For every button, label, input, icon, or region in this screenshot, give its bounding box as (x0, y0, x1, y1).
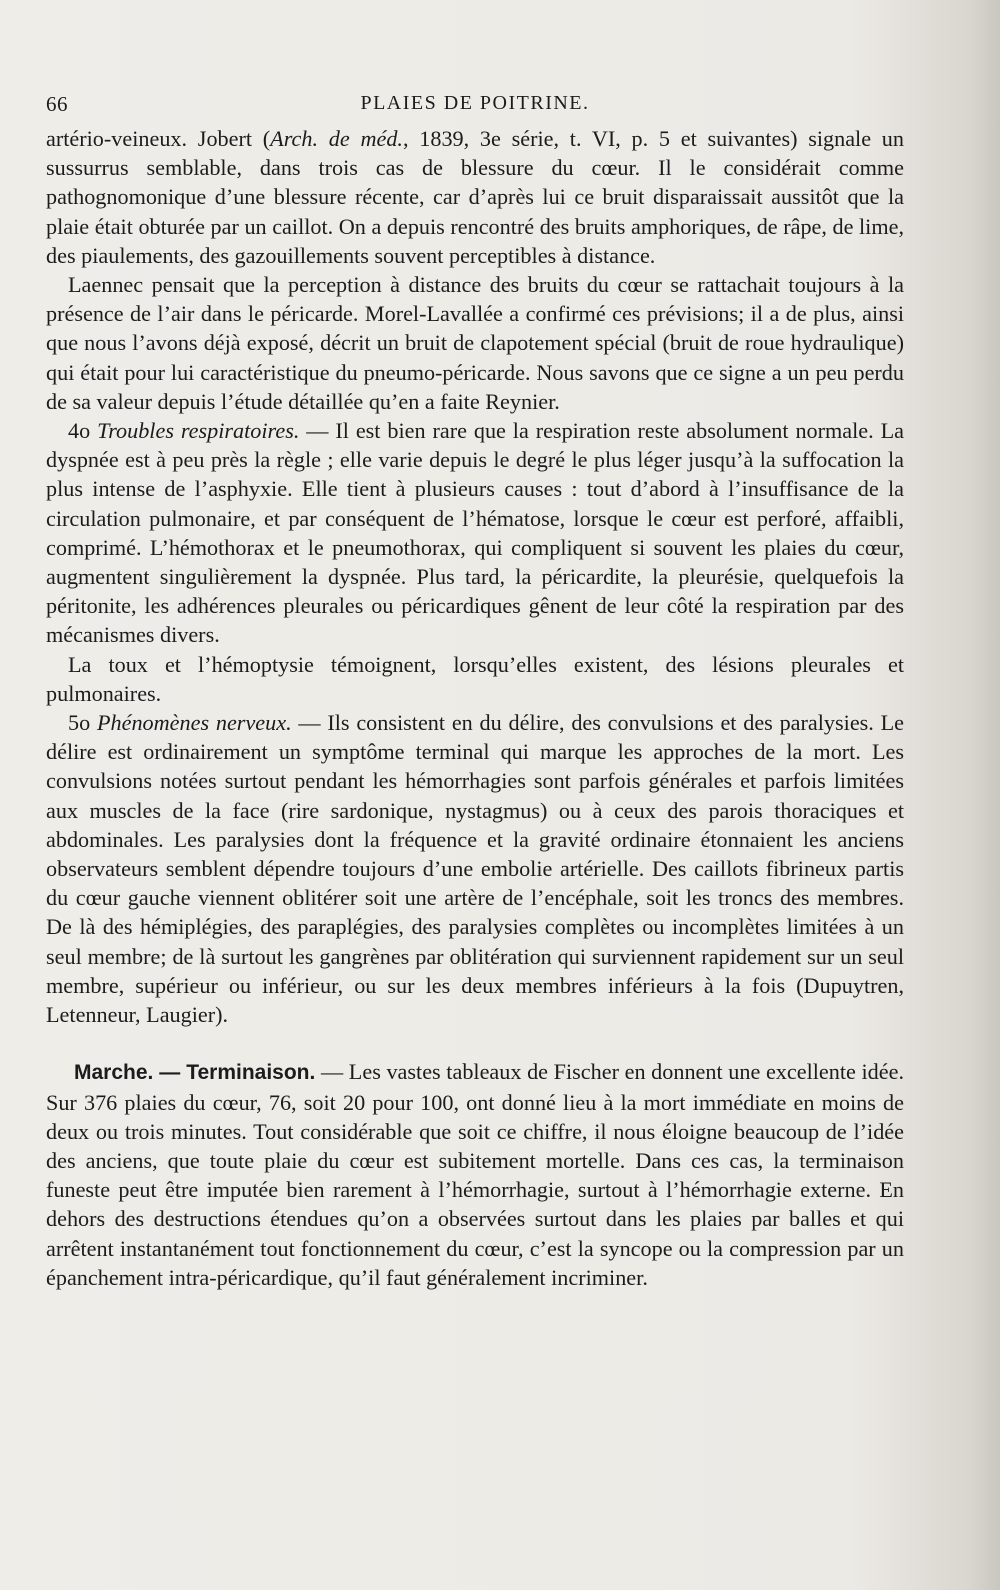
paragraph-3-rest: — Il est bien rare que la respiration reste absolument normale. La dyspnée est à peu près la règle ; elle varie depuis le degré le plus léger jusqu’à la suffocation la plus intense de l’asphyxie. Elle tient à plusieurs causes : tout d’abord à l’insuffisance de la circulation pulmonaire, et par conséquent de l’hématose, lorsque le cœur est perforé, affaibli, comprimé. L’hémothorax et le pneumothorax, qui compliquent si souvent les plaies du cœur, augmentent singulièrement la dyspnée. Plus tard, la péricardite, la pleurésie, quelquefois la péritonite, les adhérences pleurales ou péricardiques gênent de leur côté la respiration par des mécanismes divers. (46, 418, 904, 648)
section-title-respiratory: Troubles respiratoires. (97, 418, 300, 444)
section-number-4: 4o (68, 418, 98, 444)
paragraph-4: La toux et l’hémoptysie témoignent, lorsqu’elles existent, des lésions pleurales et pulmonaires. (46, 651, 904, 706)
section-number-5: 5o (68, 710, 97, 736)
paragraph-2: Laennec pensait que la perception à distance des bruits du cœur se rattachait toujours à la présence de l’air dans le péricarde. Morel-Lavallée a confirmé ces prévisions; il a de plus, ainsi que nous l’avons déjà exposé, décrit un bruit de clapotement spécial (bruit de roue hydraulique) qui était pour lui caractéristique du pneumo-péricarde. Nous savons que ce signe a un peu perdu de sa valeur depuis l’étude détaillée qu’en a faite Reynier. (46, 272, 904, 414)
page-header (46, 92, 904, 122)
section-heading-marche: Marche. — Terminaison. (74, 1061, 316, 1085)
paragraph-6 (46, 1057, 904, 1292)
paragraph-3 (46, 416, 904, 650)
page-number: 66 (46, 92, 68, 116)
journal-citation: Arch. de méd. (270, 126, 403, 151)
paragraph-5 (46, 708, 904, 1029)
paragraph-1 (46, 124, 904, 270)
running-title: PLAIES DE POITRINE. (360, 92, 590, 114)
paragraph-1-text: artério-veineux. Jobert ( (46, 126, 271, 151)
body-text (46, 124, 904, 1292)
paragraph-6-rest: — Les vastes tableaux de Fischer en donnent une excellente idée. Sur 376 plaies du cœur, 76, soit 20 pour 100, ont donné lieu à la mort immédiate en moins de deux ou trois minutes. Tout considérable que soit ce chiffre, il nous éloigne beaucoup de l’idée des anciens, que toute plaie du cœur est subitement mortelle. Dans ces cas, la terminaison funeste peut être imputée bien rarement à l’hémorrhagie, surtout à l’hémorrhagie externe. En dehors des destructions étendues qu’on a observées surtout dans les plaies par balles et qui arrêtent instantanément tout fonctionnement du cœur, c’est la syncope ou la compression par un épanchement intra-péricardique, qu’il faut généralement incriminer. (46, 1059, 904, 1290)
paragraph-1-rest: , 1839, 3e série, t. VI, p. 5 et suivantes) signale un sussurrus semblable, dans trois cas de blessure du cœur. Il le considérait comme pathognomonique d’une blessure récente, car d’après lui ce bruit disparaissait aussitôt que la plaie était obturée par un caillot. On a depuis rencontré des bruits amphoriques, de râpe, de lime, des piaulements, des gazouillements souvent perceptibles à distance. (46, 126, 904, 268)
paragraph-5-rest: — Ils consistent en du délire, des convulsions et des paralysies. Le délire est ordinairement un symptôme terminal qui marque les approches de la mort. Les convulsions notées surtout pendant les hémorrhagies sont parfois générales et parfois limitées aux muscles de la face (rire sardonique, nystagmus) ou à ceux des parois thoraciques et abdominales. Les paralysies dont la fréquence et la gravité ordinaire étonnaient les anciens observateurs semblent dépendre toujours d’une embolie artérielle. Des caillots fibrineux partis du cœur gauche viennent oblitérer soit une artère de l’encéphale, soit les troncs des membres. De là des hémiplégies, des paraplégies, des paralysies complètes ou incomplètes limitées à un seul membre; de là surtout les gangrènes par oblitération qui surviennent rapidement sur un seul membre, supérieur ou inférieur, ou sur les deux membres inférieurs à la fois (Dupuytren, Letenneur, Laugier). (46, 710, 905, 1028)
section-title-nervous: Phénomènes nerveux. (96, 710, 292, 736)
